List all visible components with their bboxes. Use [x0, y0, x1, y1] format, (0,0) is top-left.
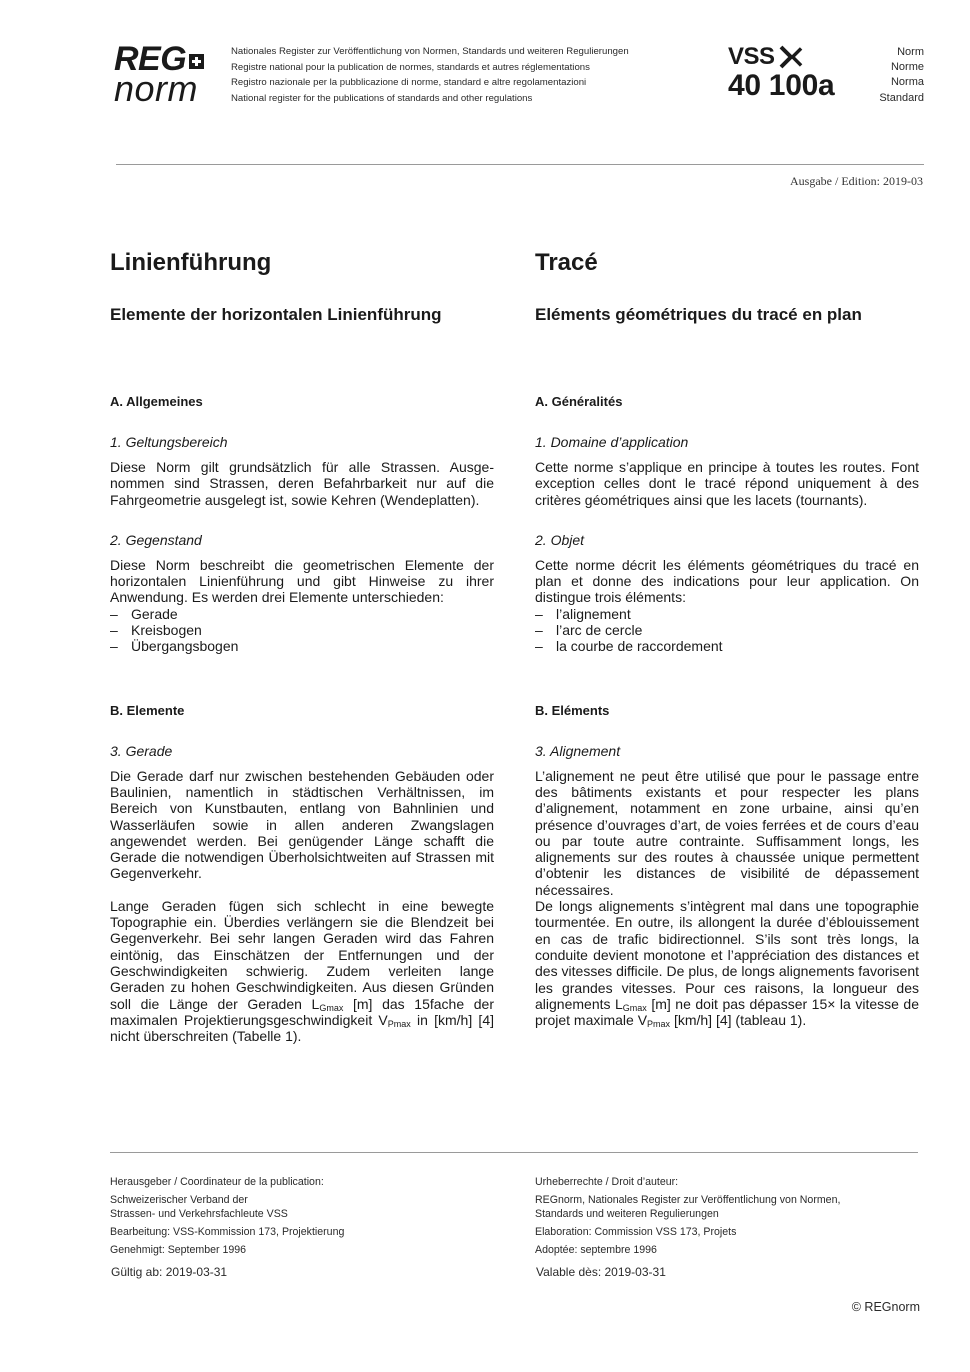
- vss-brand: VSS: [728, 43, 775, 70]
- list-item: – l’arc de cercle: [535, 622, 643, 639]
- section-a-heading-de: A. Allgemeines: [110, 394, 203, 409]
- publisher-label: Herausgeber / Coordinateur de la publication:: [110, 1176, 324, 1188]
- list-item-text: l’arc de cercle: [556, 622, 643, 639]
- text-run: [m] das 15fache der maximalen Projektierungsgeschwindigkeit V: [110, 995, 494, 1028]
- register-description: [231, 44, 629, 106]
- norm-type-it: Norma: [890, 76, 924, 89]
- text-run: Lange Geraden fügen sich schlecht in eine bewegte Topographie ein. Überdies verlängern sie die Blendzeit bei Gegenverkehr. Bei sehr langen Geraden wird das Fahren eintönig, das Einschätzen der Entfernungen und der Geschwindigkeiten schwierig. Zudem verleiten lange Geraden zu hohen Geschwindigkeiten. Aus diesen Gründen soll die Länge der Geraden L: [110, 897, 494, 1012]
- editing-committee-de: Bearbeitung: VSS-Kommission 173, Projektierung: [110, 1225, 345, 1238]
- subscript: Gmax: [622, 1002, 647, 1013]
- norm-number: 40 100a: [728, 69, 835, 102]
- clause-3-title-de: 3. Gerade: [110, 742, 173, 759]
- list-item-text: l’alignement: [556, 605, 631, 622]
- list-item: – Übergangsbogen: [110, 638, 239, 655]
- element-list-de: [110, 606, 494, 655]
- swiss-cross-icon: [189, 54, 204, 69]
- copyright-holder-line: REGnorm, Nationales Register zur Veröffentlichung von Normen,: [535, 1194, 841, 1206]
- footer-publisher: [110, 1176, 344, 1280]
- editing-committee-fr: Elaboration: Commission VSS 173, Projets: [535, 1225, 737, 1238]
- list-item: – l’alignement: [535, 605, 631, 622]
- logo-norm: norm: [114, 68, 199, 109]
- valid-from-fr: Valable dès: 2019-03-31: [536, 1265, 666, 1279]
- text-run: [km/h] [4] (tableau 1).: [670, 1012, 807, 1029]
- clause-1-title-fr: 1. Domaine d’application: [535, 434, 689, 450]
- header-divider: [116, 164, 924, 165]
- approval-date-fr: Adoptée: septembre 1996: [535, 1243, 657, 1256]
- page-title-fr: Tracé: [535, 249, 598, 276]
- logo-reg-text: REG: [114, 40, 187, 78]
- norm-type-de: Norm: [897, 46, 924, 58]
- edition-date: Ausgabe / Edition: 2019-03: [790, 174, 923, 188]
- text-run: in [km/h] [4] nicht überschreiten (Tabelle 1).: [110, 1011, 495, 1045]
- vss-logo: [728, 44, 834, 70]
- norm-type-en: Standard: [879, 91, 924, 104]
- register-line-en: National register for the publications of standards and other regulations: [231, 92, 533, 104]
- subscript: Gmax: [319, 1002, 344, 1013]
- clause-3-text2-fr: [535, 898, 919, 1028]
- copyright-holder: [535, 1194, 840, 1221]
- vss-norm-id: [728, 44, 834, 102]
- text-run: [m] ne doit pas dépasser 15× la vitesse de projet maximale V: [535, 995, 919, 1029]
- register-line-it: Registro nazionale per la pubblicazione di norme, standard e altre regolamentazioni: [231, 77, 587, 88]
- publisher-name: [110, 1194, 344, 1221]
- valid-from-de: Gültig ab: 2019-03-31: [111, 1265, 228, 1279]
- clause-2-text-fr: Cette norme décrit les éléments géométriques du tracé en plan et donne des indications pour leur application. On distingue trois éléments:: [535, 556, 919, 606]
- clause-1-text-fr: Cette norme s’applique en principe à toutes les routes. Font exception celles dont le tracé répond uniquement à des critères géométriques ainsi que les lacets (tournants).: [535, 459, 919, 508]
- norm-type-fr: Norme: [890, 61, 924, 74]
- footer-divider: [110, 1152, 918, 1153]
- approval-date-de: Genehmigt: September 1996: [110, 1243, 247, 1256]
- copyright-notice: © REGnorm: [851, 1300, 920, 1314]
- section-b-heading-fr: B. Eléments: [535, 702, 610, 718]
- french-column: [535, 248, 919, 1028]
- norm-type-list: [879, 45, 924, 106]
- clause-2-title-de: 2. Gegenstand: [110, 531, 202, 548]
- clause-2-title-fr: 2. Objet: [535, 531, 585, 548]
- clause-3-title-fr: 3. Alignement: [535, 742, 621, 759]
- subscript: Pmax: [387, 1018, 411, 1029]
- list-item-text: Gerade: [131, 605, 178, 622]
- clause-1-text-de: Diese Norm gilt grundsätzlich für alle Strassen. Ausgenommen sind Strassen, deren Befahrbarkeit nur auf die Fahrgeometrie ausgelegt ist, sowie Kehren (Wendeplatten).: [110, 459, 494, 508]
- register-line-fr: Registre national pour la publication de normes, standards et autres réglementations: [231, 61, 590, 73]
- list-item: – la courbe de raccordement: [535, 638, 723, 655]
- element-list-fr: [535, 606, 919, 655]
- list-item-text: Kreisbogen: [131, 622, 202, 639]
- german-column: [110, 248, 494, 1044]
- clause-2-text-de: Diese Norm beschreibt die geometrischen Elemente der horizontalen Linienführung und gibt Hinweise zu ihrer Anwendung. Es werden drei Elemente unterschieden:: [110, 556, 494, 606]
- section-a-heading-fr: A. Généralités: [535, 394, 623, 409]
- text-run: De longs alignements s’intègrent mal dans une topographie tourmentée. En outre, ils allongent la durée d’éblouissement en cas de trafic bidirectionnel. S’ils sont très longs, la conduite devient monotone et l’appréciation des distances et des vitesses difficile. De plus, de longs alignements favorisent les grandes vitesses. Pour ces raisons, la longueur des alignements L: [535, 898, 919, 1012]
- list-item: – Kreisbogen: [110, 622, 202, 639]
- copyright-holder-line: Standards und weiteren Regulierungen: [535, 1207, 719, 1220]
- footer-copyright: [535, 1176, 840, 1280]
- page-subtitle-de: Elemente der horizontalen Linienführung: [110, 305, 442, 324]
- list-item-text: la courbe de raccordement: [556, 638, 723, 655]
- section-b-heading-de: B. Elemente: [110, 702, 185, 718]
- page-title-de: Linienführung: [110, 249, 272, 276]
- list-item: – Gerade: [110, 605, 178, 622]
- register-line-de: Nationales Register zur Veröffentlichung von Normen, Standards und weiteren Regulierungen: [231, 46, 629, 57]
- vss-arrows-icon: [777, 45, 805, 69]
- page-subtitle-fr: Eléments géométriques du tracé en plan: [535, 305, 862, 324]
- list-item-text: Übergangsbogen: [131, 638, 239, 655]
- clause-1-title-de: 1. Geltungsbereich: [110, 434, 228, 450]
- publisher-name-line: Strassen- und Verkehrsfachleute VSS: [110, 1207, 288, 1220]
- regnorm-logo: [114, 40, 214, 109]
- clause-3-text1-fr: L’alignement ne peut être utilisé que pour le passage entre des bâtiments existants et pour respecter les plans d’alignement, notamment en zone urbaine, ainsi qu’en présence d’ouvrages d’art, de voies ferrées et de cours d’eau ou par toute autre contrainte. Suffisamment longs, les alignements sur des routes à chaussée unique permettent d’obtenir les distances de visibilité de dépassement nécessaires.: [535, 767, 919, 898]
- publisher-name-line: Schweizerischer Verband der: [110, 1194, 248, 1206]
- clause-3-text2-de: [110, 898, 494, 1045]
- clause-3-text1-de: Die Gerade darf nur zwischen bestehenden Gebäuden oder Baulinien, namentlich in städtischen Verhältnissen, im Bereich von Kunstbauten, entlang von Bahnlinien und Wasserläufen sowie in allen anderen Zwangslagen angewendet werden. Bei genügender Länge schafft die Gerade die notwendigen Überholsichtweiten auf Strassen mit Gegenverkehr.: [110, 767, 494, 882]
- subscript: Pmax: [647, 1019, 671, 1030]
- copyright-label: Urheberrechte / Droit d’auteur:: [535, 1176, 679, 1188]
